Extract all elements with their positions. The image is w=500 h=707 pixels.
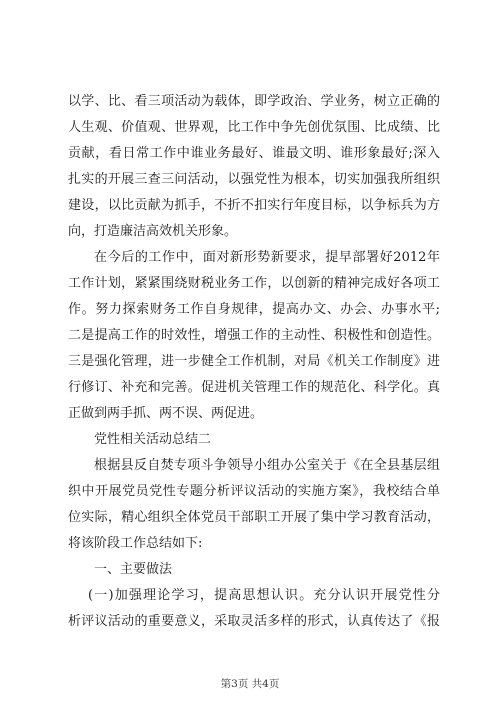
text-line: 正做到两手抓、两不误、两促进。 xyxy=(68,406,264,421)
text-line: 二是提高工作的时效性，增强工作的主动性、积极性和创造性。 xyxy=(68,328,440,343)
text-line: 作。努力探索财务工作自身规律，提高办文、办会、办事水平; xyxy=(68,302,440,317)
text-line: 在今后的工作中，面对新形势新要求，提早部署好2012年 xyxy=(94,250,440,265)
text-line: 析评议活动的重要意义，采取灵活多样的形式，认真传达了《报 xyxy=(68,614,440,629)
text-line: 人生观、价值观、世界观，比工作中争先创优氛围、比成绩、比 xyxy=(68,120,440,135)
text-line: 建设，以比贡献为抓手，不折不扣实行年度目标，以争标兵为方 xyxy=(68,198,440,213)
text-line: 贡献，看日常工作中谁业务最好、谁最文明、谁形象最好;深入 xyxy=(68,146,440,161)
text-line: 将该阶段工作总结如下: xyxy=(68,536,203,551)
text-line: 行修订、补充和完善。促进机关管理工作的规范化、科学化。真 xyxy=(68,380,440,395)
text-line: 三是强化管理，进一步健全工作机制，对局《机关工作制度》进 xyxy=(68,354,440,369)
text-line: 向，打造廉洁高效机关形象。 xyxy=(68,224,238,239)
text-line: (一)加强理论学习，提高思想认识。充分认识开展党性分 xyxy=(88,588,440,603)
text-line: 根据县反自焚专项斗争领导小组办公室关于《在全县基层组 xyxy=(94,458,440,473)
document-body xyxy=(68,89,440,635)
text-line: 位实际，精心组织全体党员干部职工开展了集中学习教育活动， xyxy=(68,510,440,525)
text-line: 织中开展党员党性专题分析评议活动的实施方案》，我校结合单 xyxy=(68,484,440,499)
subsection-heading: 一、主要做法 xyxy=(94,562,173,577)
section-title: 党性相关活动总结二 xyxy=(94,432,212,447)
text-line: 扎实的开展三查三问活动，以强党性为根本，切实加强我所组织 xyxy=(68,172,440,187)
page-number: 第3页 共4页 xyxy=(220,678,280,690)
text-line: 工作计划，紧紧围绕财税业务工作，以创新的精神完成好各项工 xyxy=(68,276,440,291)
text-line: 以学、比、看三项活动为载体，即学政治、学业务，树立正确的 xyxy=(68,94,440,109)
